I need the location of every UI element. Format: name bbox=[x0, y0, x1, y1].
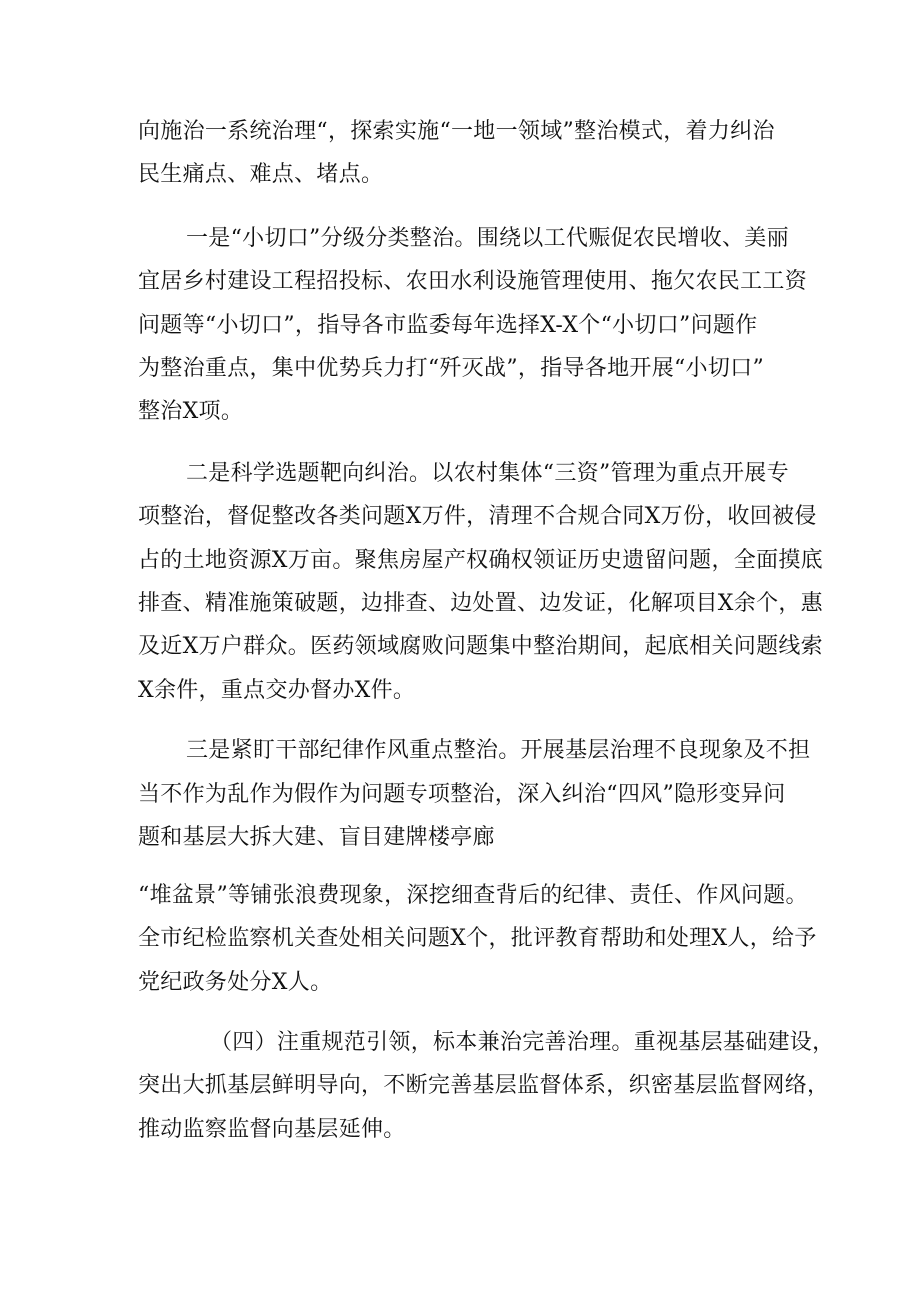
paragraph-line: 推动监察监督向基层延伸。 bbox=[138, 1117, 406, 1142]
paragraph-line: 民生痛点、难点、堵点。 bbox=[138, 162, 384, 187]
paragraph-line: 突出大抓基层鲜明导向，不断完善基层监督体系，织密基层监督网络， bbox=[138, 1073, 830, 1098]
paragraph-line: 宜居乡村建设工程招投标、农田水利设施管理使用、拖欠农民工工资 bbox=[138, 269, 808, 294]
paragraph-line: “堆盆景”等铺张浪费现象，深挖细查背后的纪律、责任、作风问题。 bbox=[138, 883, 808, 908]
paragraph-line: 二是科学选题靶向纠治。以农村集体“三资”管理为重点开展专 bbox=[186, 461, 789, 486]
paragraph-line: 全市纪检监察机关查处相关问题X个，批评教育帮助和处理X人，给予 bbox=[138, 926, 817, 951]
paragraph-line: （四）注重规范引领，标本兼治完善治理。重视基层基础建设， bbox=[210, 1030, 835, 1055]
paragraph-line: 排查、精准施策破题，边排查、边处置、边发证，化解项目X余个，惠 bbox=[138, 591, 823, 616]
paragraph-line: 当不作为乱作为假作为问题专项整治，深入纠治“四风”隐形变异问 bbox=[138, 782, 786, 807]
paragraph-line: 项整治，督促整改各类问题X万件，清理不合规合同X万份，收回被侵 bbox=[138, 504, 817, 529]
paragraph-line: 为整治重点，集中优势兵力打“歼灭战”，指导各地开展“小切口” bbox=[138, 356, 764, 381]
paragraph-line: 题和基层大拆大建、盲目建牌楼亭廊 bbox=[138, 825, 495, 850]
paragraph-line: 问题等“小切口”，指导各市监委每年选择X-X个“小切口”问题作 bbox=[138, 313, 758, 338]
paragraph-line: 三是紧盯干部纪律作风重点整治。开展基层治理不良现象及不担 bbox=[186, 738, 811, 763]
paragraph-line: 整治X项。 bbox=[138, 399, 244, 424]
paragraph-line: 党纪政务处分X人。 bbox=[138, 970, 333, 995]
paragraph-line: 一是“小切口”分级分类整治。围绕以工代赈促农民增收、美丽 bbox=[186, 226, 789, 251]
paragraph-line: X余件，重点交办督办X件。 bbox=[138, 678, 416, 703]
paragraph-line: 及近X万户群众。医药领域腐败问题集中整治期间，起底相关问题线索 bbox=[138, 634, 823, 659]
paragraph-line: 占的土地资源X万亩。聚焦房屋产权确权领证历史遗留问题，全面摸底 bbox=[138, 548, 823, 573]
paragraph-line: 向施治一系统治理“，探索实施“一地一领域”整治模式，着力纠治 bbox=[138, 119, 775, 144]
